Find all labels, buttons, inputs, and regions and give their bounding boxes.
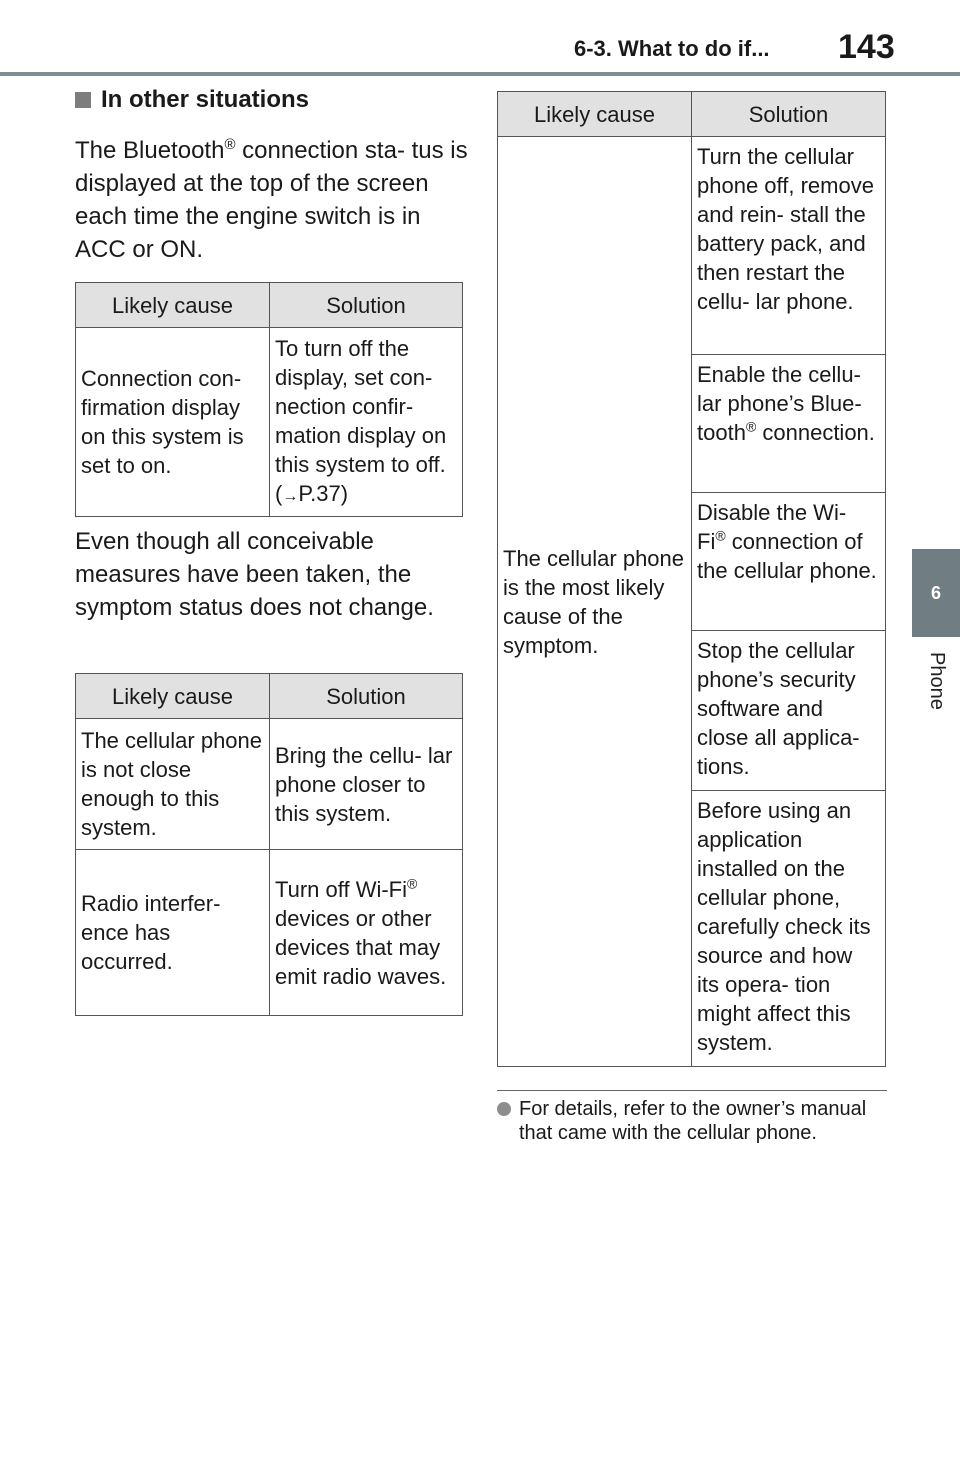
cell-solution: Turn the cellular phone off, remove and rein- stall the battery pack, and then restart the cellu- lar phone. [692, 137, 886, 355]
cell-cause: Radio interfer- ence has occurred. [76, 850, 270, 1016]
table-row [76, 719, 463, 850]
cell-solution: Bring the cellu- lar phone closer to this system. [270, 719, 463, 850]
table-phone-cause [497, 91, 886, 1067]
arrow-right-icon: → [282, 487, 299, 505]
table-row [76, 850, 463, 1016]
cell-solution: Turn off Wi-Fi® devices or other devices that may emit radio waves. [270, 850, 463, 1016]
column-header-solution: Solution [270, 283, 463, 328]
table-connection-display [75, 282, 463, 517]
section-title: 6-3. What to do if... [574, 36, 770, 61]
symptom-paragraph: Even though all conceivable measures have been taken, the symptom status does not change. [75, 528, 434, 621]
note [497, 1097, 887, 1145]
cell-cause: Connection con- firmation display on this system is set to on. [76, 328, 270, 517]
header-divider [0, 72, 960, 76]
page-number: 143 [838, 28, 895, 66]
cell-cause: The cellular phone is the most likely cause of the symptom. [498, 137, 692, 1067]
square-bullet-icon [75, 92, 91, 108]
chapter-number: 6 [930, 582, 941, 603]
section-heading [75, 86, 309, 114]
cell-solution: To turn off the display, set con- nection confir- mation display on this system to off. (→P.37) [270, 328, 463, 517]
section-heading-text: In other situations [101, 86, 310, 113]
chapter-label: Phone [926, 652, 948, 710]
note-divider [497, 1090, 887, 1091]
column-header-cause: Likely cause [498, 92, 692, 137]
cell-solution: Stop the cellular phone’s security software and close all applica- tions. [692, 631, 886, 791]
column-header-cause: Likely cause [76, 674, 270, 719]
cell-solution: Before using an application installed on the cellular phone, carefully check its source and how its opera- tion might affect this system. [692, 791, 886, 1067]
table-row [498, 137, 886, 355]
bullet-icon [497, 1102, 511, 1116]
note-text: For details, refer to the owner’s manual that came with the cellular phone. [519, 1098, 867, 1144]
column-header-cause: Likely cause [76, 283, 270, 328]
table-symptom [75, 673, 463, 1016]
cell-solution: Disable the Wi- Fi® connection of the cellular phone. [692, 493, 886, 631]
column-header-solution: Solution [270, 674, 463, 719]
intro-paragraph: The Bluetooth® connection sta- tus is displayed at the top of the screen each time the engine switch is in ACC or ON. [75, 136, 468, 263]
chapter-tab [912, 549, 960, 637]
cell-cause: The cellular phone is not close enough to this system. [76, 719, 270, 850]
column-header-solution: Solution [692, 92, 886, 137]
table-row [76, 328, 463, 517]
cell-solution: Enable the cellu- lar phone’s Blue- tooth® connection. [692, 355, 886, 493]
